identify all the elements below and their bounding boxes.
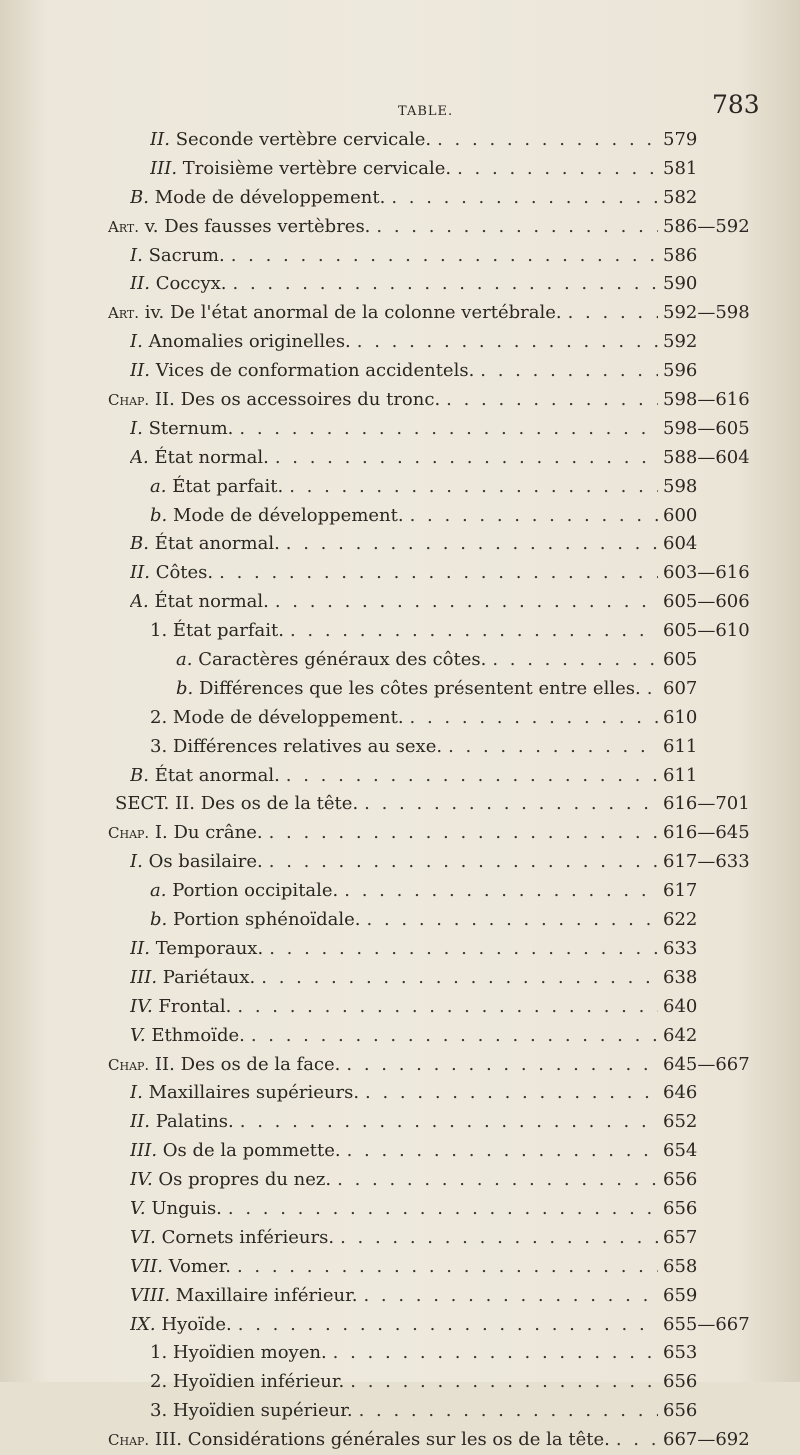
- dot-leader: [486, 646, 658, 675]
- toc-entry-prefix: IV.: [130, 995, 153, 1017]
- toc-entry-prefix: VIII.: [130, 1284, 171, 1306]
- toc-entry-heading: [108, 299, 658, 328]
- toc-entry-pages: 640: [663, 995, 698, 1017]
- toc-entry-title: Portion occipitale.: [172, 880, 339, 902]
- dot-leader: [280, 762, 658, 791]
- toc-entry: [0, 415, 800, 444]
- toc-entry-pages: 603—616: [663, 562, 750, 584]
- running-title: TABLE.: [398, 104, 454, 119]
- toc-entry-pages: 582: [663, 186, 698, 208]
- toc-entry-title: Portion sphénoïdale.: [172, 909, 361, 931]
- toc-entry-title: État parfait.: [172, 620, 284, 642]
- dot-leader: [280, 530, 658, 559]
- toc-entry: [0, 270, 800, 299]
- dot-leader: [232, 1311, 658, 1340]
- toc-entry: [0, 646, 800, 675]
- toc-entry-heading: [130, 184, 658, 213]
- toc-entry: [0, 386, 800, 415]
- toc-entry: [0, 848, 800, 877]
- toc-entry-title: Sacrum.: [148, 244, 225, 266]
- toc-entry-heading: [150, 1339, 658, 1368]
- toc-entry-heading: [130, 1311, 658, 1340]
- toc-entry-heading: [130, 270, 658, 299]
- toc-entry-pages: 617—633: [663, 851, 750, 873]
- toc-entry: [0, 819, 800, 848]
- toc-entry-title: Os propres du nez.: [158, 1169, 332, 1191]
- toc-entry-prefix: III.: [130, 966, 158, 988]
- toc-entry-pages: 586—592: [663, 215, 750, 237]
- dot-leader: [385, 184, 658, 213]
- toc-entry-pages: 646: [663, 1082, 698, 1104]
- toc-entry-pages: 658: [663, 1255, 698, 1277]
- toc-entry-heading: [130, 415, 658, 444]
- dot-leader: [610, 1426, 658, 1455]
- dot-leader: [245, 1022, 658, 1051]
- toc-entry-heading: [150, 877, 658, 906]
- toc-entry: [0, 357, 800, 386]
- toc-entry-prefix: 1.: [150, 620, 168, 642]
- dot-leader: [562, 299, 658, 328]
- toc-entry-pages: 605—610: [663, 620, 750, 642]
- toc-entry-prefix: Art.: [108, 217, 140, 236]
- toc-entry-heading: [150, 502, 658, 531]
- toc-entry-pages: 657: [663, 1226, 698, 1248]
- toc-entry-title: Hyoïdien supérieur.: [172, 1400, 353, 1422]
- toc-entry: [0, 530, 800, 559]
- toc-entry-heading: [150, 704, 658, 733]
- dot-leader: [284, 617, 658, 646]
- toc-entry-title: Côtes.: [155, 562, 214, 584]
- toc-entry-heading: [150, 126, 658, 155]
- toc-entry-pages: 656: [663, 1169, 698, 1191]
- toc-entry-heading: [130, 559, 658, 588]
- toc-entry-heading: [130, 357, 658, 386]
- toc-entry-prefix: Chap.: [108, 1431, 150, 1450]
- dot-leader: [263, 848, 658, 877]
- toc-entry-heading: [176, 646, 658, 675]
- toc-entry-title: Anomalies originelles.: [148, 331, 351, 353]
- toc-entry-title: Hyoïdien moyen.: [172, 1342, 327, 1364]
- dot-leader: [263, 819, 658, 848]
- toc-entry-title: Vomer.: [168, 1255, 231, 1277]
- toc-entry-prefix: I.: [130, 331, 143, 353]
- toc-entry-pages: 586: [663, 244, 698, 266]
- dot-leader: [269, 588, 658, 617]
- dot-leader: [255, 964, 658, 993]
- dot-leader: [404, 502, 658, 531]
- toc-entry-pages: 638: [663, 966, 698, 988]
- dot-leader: [227, 270, 658, 299]
- toc-entry: [0, 559, 800, 588]
- toc-entry-prefix: 3.: [150, 1400, 168, 1422]
- toc-entry-prefix: B.: [130, 764, 149, 786]
- dot-leader: [341, 1137, 658, 1166]
- toc-entry-prefix: 1.: [150, 1342, 168, 1364]
- toc-entry-title: Mode de développement.: [172, 504, 404, 526]
- toc-entry-title: Mode de développement.: [154, 186, 386, 208]
- toc-entry: [0, 1224, 800, 1253]
- toc-entry-prefix: b.: [150, 504, 168, 526]
- toc-entry-pages: 659: [663, 1284, 698, 1306]
- toc-entry-prefix: A.: [130, 591, 149, 613]
- toc-entry-heading: [130, 1195, 658, 1224]
- page-header: [0, 74, 800, 124]
- dot-leader: [263, 935, 658, 964]
- toc-entry: [0, 675, 800, 704]
- toc-entry-pages: 588—604: [663, 446, 750, 468]
- toc-entry: [0, 1195, 800, 1224]
- toc-entry-pages: 607: [663, 677, 698, 699]
- toc-entry-title: Seconde vertèbre cervicale.: [175, 129, 432, 150]
- toc-entry-heading: [130, 993, 658, 1022]
- toc-entry-title: Hyoïde.: [161, 1313, 232, 1335]
- toc-entry-title: Unguis.: [151, 1197, 222, 1219]
- toc-entry-prefix: I.: [130, 244, 143, 266]
- toc-entry-title: Os de la pommette.: [162, 1140, 341, 1162]
- toc-entry: [0, 473, 800, 502]
- toc-entry: [0, 1051, 800, 1080]
- toc-entry-prefix: b.: [176, 677, 194, 699]
- toc-entry: [0, 1108, 800, 1137]
- toc-entry-pages: 596: [663, 360, 698, 382]
- toc-entry-heading: [150, 473, 658, 502]
- table-of-contents: [0, 126, 800, 1455]
- dot-leader: [327, 1339, 658, 1368]
- dot-leader: [225, 242, 658, 271]
- dot-leader: [233, 415, 658, 444]
- toc-entry: [0, 1368, 800, 1397]
- toc-entry-heading: [130, 1253, 658, 1282]
- toc-entry-prefix: II.: [130, 937, 150, 959]
- toc-entry-pages: 605: [663, 649, 698, 671]
- toc-entry-pages: 592—598: [663, 302, 750, 324]
- dot-leader: [359, 1079, 658, 1108]
- toc-entry: [0, 126, 800, 155]
- toc-entry: [0, 733, 800, 762]
- toc-entry-title: Pariétaux.: [162, 966, 256, 988]
- toc-entry-heading: [130, 1079, 658, 1108]
- toc-entry-pages: 617: [663, 880, 698, 902]
- dot-leader: [370, 213, 658, 242]
- toc-entry-heading: [150, 733, 658, 762]
- toc-entry-pages: 654: [663, 1140, 698, 1162]
- toc-entry-pages: 653: [663, 1342, 698, 1364]
- toc-entry-pages: 605—606: [663, 591, 750, 613]
- toc-entry-prefix: III.: [150, 157, 178, 179]
- toc-entry-pages: 611: [663, 735, 698, 757]
- toc-entry-prefix: b.: [150, 909, 168, 931]
- toc-entry: [0, 1166, 800, 1195]
- toc-entry-prefix: B.: [130, 533, 149, 555]
- toc-entry-title: Temporaux.: [155, 937, 264, 959]
- toc-entry-heading: [130, 848, 658, 877]
- toc-entry: [0, 1079, 800, 1108]
- toc-entry-heading: [150, 155, 658, 184]
- toc-entry-prefix: VII.: [130, 1255, 163, 1277]
- dot-leader: [451, 155, 658, 184]
- toc-entry-heading: [130, 935, 658, 964]
- toc-entry-title: Mode de développement.: [172, 706, 404, 728]
- dot-leader: [440, 386, 658, 415]
- toc-entry: [0, 1022, 800, 1051]
- dot-leader: [269, 444, 658, 473]
- toc-entry-title: État anormal.: [154, 764, 280, 786]
- toc-entry-pages: 656: [663, 1197, 698, 1219]
- toc-entry-title: État normal.: [154, 446, 269, 468]
- toc-entry-pages: 598—616: [663, 389, 750, 411]
- toc-entry-heading: [130, 444, 658, 473]
- dot-leader: [474, 357, 658, 386]
- toc-entry-title: v. Des fausses vertèbres.: [144, 215, 371, 237]
- toc-entry: [0, 588, 800, 617]
- toc-entry-heading: [130, 762, 658, 791]
- toc-entry-prefix: V.: [130, 1024, 146, 1046]
- toc-entry-heading: [130, 328, 658, 357]
- toc-entry-heading: [130, 242, 658, 271]
- dot-leader: [231, 993, 658, 1022]
- toc-entry-heading: [150, 1368, 658, 1397]
- dot-leader: [222, 1195, 658, 1224]
- toc-entry-prefix: Art.: [108, 304, 140, 323]
- dot-leader: [641, 675, 658, 704]
- toc-entry-pages: 610: [663, 706, 698, 728]
- toc-entry-title: Frontal.: [158, 995, 232, 1017]
- dot-leader: [351, 328, 658, 357]
- toc-entry-prefix: I.: [130, 1082, 143, 1104]
- toc-entry-heading: [108, 819, 658, 848]
- toc-entry-prefix: Chap.: [108, 824, 150, 843]
- toc-entry-heading: [130, 1166, 658, 1195]
- page-number: 783: [712, 90, 760, 119]
- dot-leader: [358, 790, 658, 819]
- toc-entry-prefix: IV.: [130, 1169, 153, 1191]
- toc-entry-pages: 616—701: [663, 793, 750, 815]
- toc-entry-title: II. Des os accessoires du tronc.: [154, 389, 441, 411]
- dot-leader: [344, 1368, 658, 1397]
- toc-entry-heading: [108, 213, 658, 242]
- toc-entry-pages: 656: [663, 1371, 698, 1393]
- toc-entry-title: État parfait.: [172, 475, 284, 497]
- toc-entry-heading: [176, 675, 658, 704]
- toc-entry: [0, 1339, 800, 1368]
- toc-entry-title: Cornets inférieurs.: [161, 1226, 335, 1248]
- toc-entry-heading: [130, 1224, 658, 1253]
- toc-entry-prefix: B.: [130, 186, 149, 208]
- toc-entry-prefix: 2.: [150, 1371, 168, 1393]
- toc-entry: [0, 704, 800, 733]
- toc-entry-prefix: SECT.: [115, 793, 170, 815]
- toc-entry-heading: [130, 1108, 658, 1137]
- toc-entry-title: II. Des os de la tête.: [175, 793, 359, 815]
- toc-entry-title: Maxillaires supérieurs.: [148, 1082, 360, 1104]
- toc-entry: [0, 444, 800, 473]
- toc-entry-heading: [150, 617, 658, 646]
- toc-entry-title: Caractères généraux des côtes.: [198, 649, 487, 671]
- toc-entry-prefix: Chap.: [108, 391, 150, 410]
- dot-leader: [431, 126, 658, 155]
- toc-entry-title: État normal.: [154, 591, 269, 613]
- toc-entry: [0, 242, 800, 271]
- toc-entry-prefix: II.: [130, 360, 150, 382]
- toc-entry: [0, 1282, 800, 1311]
- toc-entry-pages: 642: [663, 1024, 698, 1046]
- toc-entry-title: Différences que les côtes présentent entre elles.: [198, 677, 641, 699]
- toc-entry-prefix: 3.: [150, 735, 168, 757]
- toc-entry-title: Palatins.: [155, 1111, 234, 1133]
- dot-leader: [404, 704, 658, 733]
- toc-entry: [0, 1311, 800, 1340]
- toc-entry-prefix: Chap.: [108, 1055, 150, 1074]
- toc-entry: [0, 877, 800, 906]
- toc-entry-prefix: II.: [130, 1111, 150, 1133]
- dot-leader: [353, 1397, 658, 1426]
- toc-entry-heading: [130, 588, 658, 617]
- toc-entry-pages: 592: [663, 331, 698, 353]
- toc-entry-pages: 645—667: [663, 1053, 750, 1075]
- toc-entry-prefix: A.: [130, 446, 149, 468]
- dot-leader: [361, 906, 658, 935]
- toc-entry-pages: 656: [663, 1400, 698, 1422]
- toc-entry-title: Différences relatives au sexe.: [172, 735, 443, 757]
- toc-entry: [0, 964, 800, 993]
- toc-entry-pages: 600: [663, 504, 698, 526]
- toc-entry: [0, 762, 800, 791]
- toc-entry: [0, 935, 800, 964]
- toc-entry-prefix: II.: [150, 129, 170, 150]
- toc-entry-pages: 598: [663, 475, 698, 497]
- toc-entry-title: Troisième vertèbre cervicale.: [182, 157, 452, 179]
- toc-entry-title: Hyoïdien inférieur.: [172, 1371, 345, 1393]
- toc-entry-pages: 611: [663, 764, 698, 786]
- toc-entry-heading: [150, 906, 658, 935]
- toc-entry-title: Vices de conformation accidentels.: [155, 360, 475, 382]
- toc-entry: [0, 328, 800, 357]
- toc-entry-heading: [130, 1022, 658, 1051]
- toc-entry-prefix: a.: [150, 475, 167, 497]
- toc-entry-title: Os basilaire.: [148, 851, 263, 873]
- toc-entry-prefix: VI.: [130, 1226, 156, 1248]
- toc-entry-heading: [115, 790, 658, 819]
- toc-entry-pages: 604: [663, 533, 698, 555]
- toc-entry-title: Coccyx.: [155, 273, 227, 295]
- toc-entry: [0, 299, 800, 328]
- dot-leader: [338, 877, 658, 906]
- toc-entry-pages: 633: [663, 937, 698, 959]
- toc-entry-prefix: II.: [130, 562, 150, 584]
- toc-entry-title: Ethmoïde.: [151, 1024, 245, 1046]
- dot-leader: [213, 559, 658, 588]
- toc-entry-title: iv. De l'état anormal de la colonne vertébrale.: [144, 302, 562, 324]
- toc-entry-pages: 622: [663, 909, 698, 931]
- toc-entry: [0, 1426, 800, 1455]
- toc-entry-heading: [150, 1397, 658, 1426]
- toc-entry-title: Sternum.: [148, 417, 234, 439]
- toc-entry-prefix: V.: [130, 1197, 146, 1219]
- toc-entry: [0, 790, 800, 819]
- toc-entry-prefix: a.: [150, 880, 167, 902]
- toc-entry-heading: [130, 964, 658, 993]
- dot-leader: [334, 1224, 658, 1253]
- toc-entry-pages: 581: [663, 157, 698, 179]
- toc-entry-heading: [130, 530, 658, 559]
- toc-entry-title: III. Considérations générales sur les os de la tête.: [154, 1429, 610, 1451]
- dot-leader: [331, 1166, 658, 1195]
- toc-entry: [0, 184, 800, 213]
- toc-entry-pages: 667—692: [663, 1429, 750, 1451]
- toc-entry-heading: [130, 1282, 658, 1311]
- toc-entry: [0, 1253, 800, 1282]
- toc-entry-heading: [108, 386, 658, 415]
- toc-entry: [0, 906, 800, 935]
- toc-entry-title: II. Des os de la face.: [154, 1053, 341, 1075]
- toc-entry-title: État anormal.: [154, 533, 280, 555]
- toc-entry: [0, 993, 800, 1022]
- dot-leader: [340, 1051, 658, 1080]
- dot-leader: [357, 1282, 658, 1311]
- toc-entry-title: I. Du crâne.: [154, 822, 263, 844]
- toc-entry-pages: 652: [663, 1111, 698, 1133]
- toc-entry-pages: 616—645: [663, 822, 750, 844]
- toc-entry-prefix: I.: [130, 417, 143, 439]
- dot-leader: [442, 733, 658, 762]
- toc-entry-pages: 579: [663, 129, 698, 150]
- toc-entry-prefix: a.: [176, 649, 193, 671]
- toc-entry-pages: 655—667: [663, 1313, 750, 1335]
- toc-entry-heading: [108, 1426, 658, 1455]
- dot-leader: [283, 473, 658, 502]
- toc-entry-prefix: II.: [130, 273, 150, 295]
- toc-entry: [0, 1397, 800, 1426]
- toc-entry-title: Maxillaire inférieur.: [175, 1284, 358, 1306]
- toc-entry-pages: 598—605: [663, 417, 750, 439]
- toc-entry: [0, 502, 800, 531]
- toc-entry-heading: [130, 1137, 658, 1166]
- toc-entry: [0, 617, 800, 646]
- toc-entry-heading: [108, 1051, 658, 1080]
- toc-entry: [0, 213, 800, 242]
- toc-entry-prefix: 2.: [150, 706, 168, 728]
- toc-entry-prefix: I.: [130, 851, 143, 873]
- toc-entry-pages: 590: [663, 273, 698, 295]
- toc-entry: [0, 1137, 800, 1166]
- dot-leader: [234, 1108, 658, 1137]
- dot-leader: [231, 1253, 658, 1282]
- toc-entry-prefix: III.: [130, 1140, 158, 1162]
- toc-entry: [0, 155, 800, 184]
- toc-entry-prefix: IX.: [130, 1313, 156, 1335]
